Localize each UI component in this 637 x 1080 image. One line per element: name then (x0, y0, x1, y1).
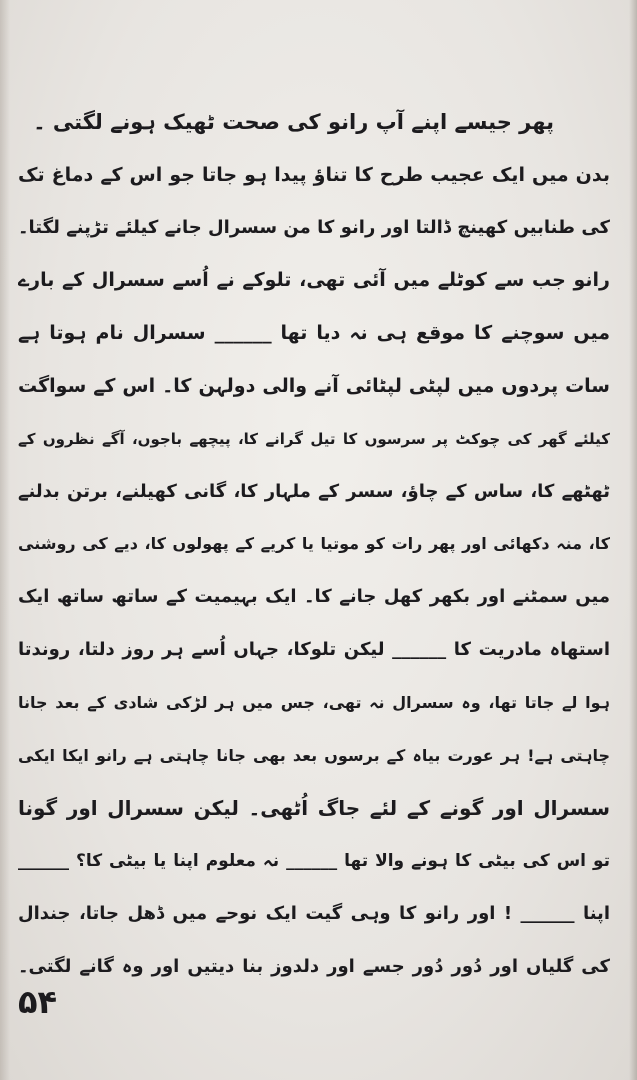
page-edge-shadow-right (629, 0, 637, 1080)
text-line-10: میں سمٹنے اور بکھر کھل جانے کا۔ ایک بہیمیت کے ساتھ ساتھ ایک (18, 586, 610, 608)
text-line-3: کی طنابیں کھینچ ڈالتا اور رانو کا من سسرال جانے کیلئے تڑپنے لگتا۔ (18, 216, 610, 238)
text-line-2: بدن میں ایک عجیب طرح کا تناؤ پیدا ہو جاتا جو اس کے دماغ تک (18, 163, 610, 186)
text-line-13: چاہتی ہے! ہر عورت بیاہ کے برسوں بعد بھی جانا چاہتی ہے رانو ایکا ایکی (18, 745, 610, 765)
text-line-7: کیلئے گھر کی چوکٹ پر سرسوں کا تیل گرانے کا، پیچھے باجوں، آگے نظروں کے (18, 429, 610, 448)
text-line-17: کی گلیاں اور دُور دُور جسے اور دلدوز بنا دیتیں اور وہ گانے لگتی۔ (18, 955, 610, 977)
text-line-14: سسرال اور گونے کے لئے جاگ اُٹھی۔ لیکن سسرال اور گونا (18, 796, 610, 821)
text-line-12: ہوا لے جاتا تھا، وہ سسرال نہ تھی، جس میں ہر لڑکی شادی کے بعد جانا (18, 692, 610, 712)
text-line-1: پھر جیسے اپنے آپ رانو کی صحت ٹھیک ہونے لگتی ۔ (33, 110, 554, 134)
text-line-9: کا، منہ دکھائی اور پھر رات کو موتیا یا کریے کے پھولوں کا، دیے کی روشنی (18, 534, 610, 554)
page-number: ۵۴ (18, 983, 58, 1021)
text-line-6: سات پردوں میں لپٹی لپٹائی آنے والی دولہن کا۔ اس کے سواگت (18, 374, 610, 397)
text-line-8: ٹھٹھے کا، ساس کے چاؤ، سسر کے ملہار کا، گانی کھیلنے، برتن بدلنے (18, 480, 610, 502)
text-line-5: میں سوچنے کا موقع ہی نہ دیا تھا ______ سسرال نام ہوتا ہے (18, 322, 610, 345)
body-text (18, 96, 610, 994)
text-line-15: تو اس کی بیٹی کا ہونے والا تھا ______ نہ معلوم اپنا یا بیٹی کا؟ ______ (18, 851, 610, 872)
page-edge-shadow-left (0, 0, 10, 1080)
text-line-16: اپنا ______ ! اور رانو کا وہی گیت ایک نوحے میں ڈھل جاتا، جندال (18, 902, 610, 924)
text-line-4: رانو جب سے کوٹلے میں آئی تھی، تلوکے نے اُسے سسرال کے بارے (18, 269, 610, 292)
text-line-11: استھاہ مادریت کا ______ لیکن تلوکا، جہاں اُسے ہر روز دلتا، روندتا (18, 638, 610, 660)
